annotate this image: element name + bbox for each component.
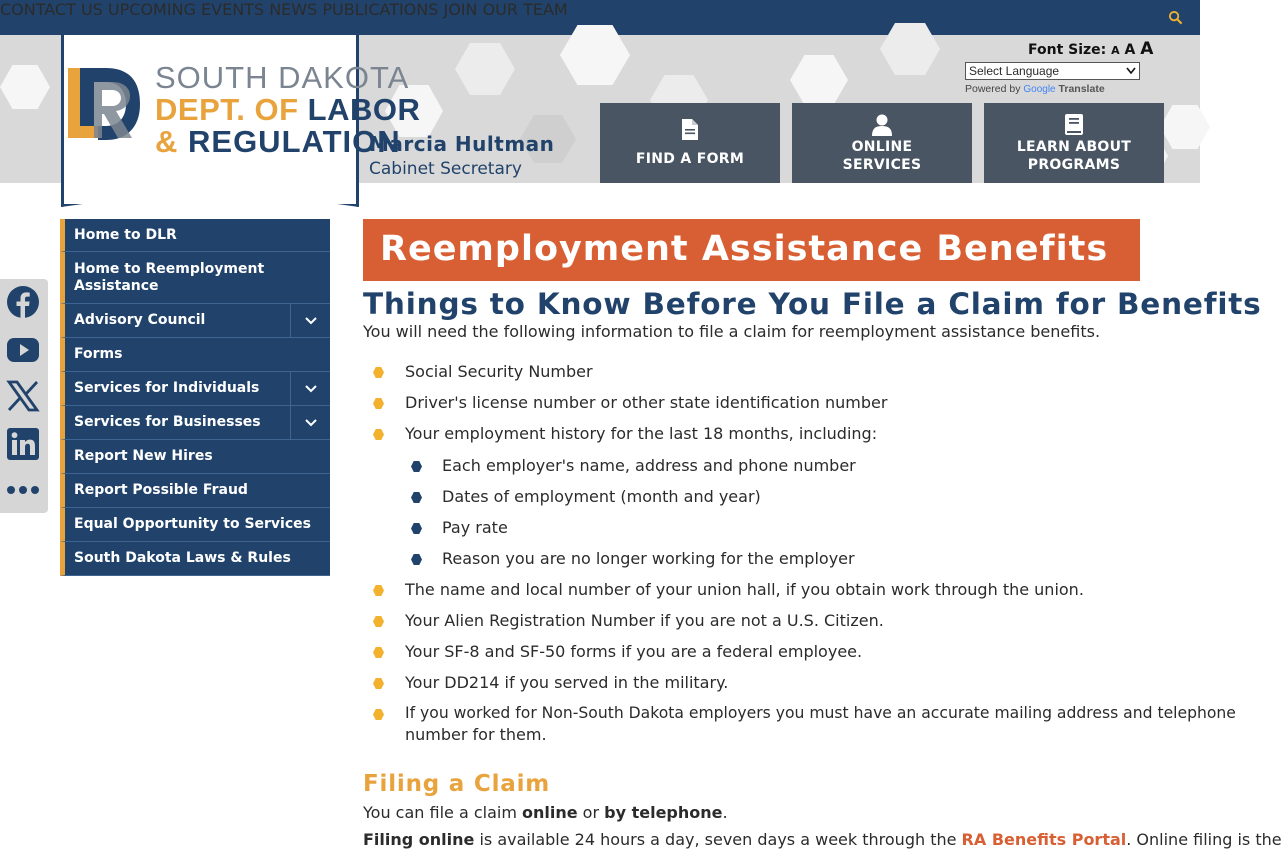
font-size-medium[interactable]: A bbox=[1124, 42, 1136, 58]
translate-link[interactable]: Translate bbox=[1058, 83, 1105, 95]
font-size-large[interactable]: A bbox=[1140, 39, 1154, 59]
page-banner bbox=[363, 219, 1140, 281]
sidebar-item-label: South Dakota Laws & Rules bbox=[74, 550, 291, 566]
section-heading: Things to Know Before You File a Claim for Benefits bbox=[363, 287, 1262, 321]
nav-upcoming-events[interactable]: UPCOMING EVENTS bbox=[107, 0, 265, 19]
filing-heading: Filing a Claim bbox=[363, 771, 551, 797]
sidebar-item-label: Forms bbox=[74, 346, 123, 362]
linkedin-icon[interactable] bbox=[6, 427, 40, 461]
social-share-bar bbox=[0, 279, 48, 513]
bullet-icon bbox=[373, 616, 384, 627]
bullet-icon bbox=[373, 398, 384, 409]
bullet-icon bbox=[373, 678, 384, 689]
ra-benefits-portal-link[interactable]: RA Benefits Portal bbox=[961, 830, 1127, 849]
book-icon bbox=[1065, 114, 1083, 135]
sidebar-item-label: Advisory Council bbox=[74, 312, 206, 328]
bullet-icon bbox=[411, 461, 422, 472]
intro-text: You will need the following information to file a claim for reemployment assistance benefits. bbox=[363, 322, 1101, 341]
sidebar-toggle-services-businesses[interactable] bbox=[290, 406, 330, 439]
list-item-sub: Dates of employment (month and year) bbox=[442, 487, 761, 506]
list-item: Driver's license number or other state identification number bbox=[405, 393, 888, 412]
nav-publications[interactable]: PUBLICATIONS bbox=[322, 0, 439, 19]
sidebar-nav bbox=[60, 219, 330, 576]
logo-line-1: SOUTH DAKOTA bbox=[155, 60, 410, 95]
chevron-down-icon bbox=[305, 317, 317, 325]
secretary-title: Cabinet Secretary bbox=[369, 159, 522, 179]
sidebar-item-sd-laws-rules[interactable] bbox=[60, 542, 330, 576]
sidebar-item-advisory-council[interactable] bbox=[60, 304, 330, 338]
chevron-down-icon bbox=[305, 385, 317, 393]
find-a-form-button[interactable] bbox=[600, 103, 780, 183]
font-size-small[interactable]: A bbox=[1111, 44, 1120, 57]
search-icon[interactable] bbox=[1168, 10, 1183, 25]
online-services-label-1: ONLINE bbox=[851, 139, 913, 155]
document-icon bbox=[682, 119, 698, 140]
list-item-continuation: number for them. bbox=[405, 725, 547, 744]
sidebar-item-home-to-reemployment[interactable] bbox=[60, 252, 330, 304]
bullet-icon bbox=[373, 367, 384, 378]
sidebar-item-label: Home to Reemployment Assistance bbox=[74, 260, 265, 294]
sidebar-item-label: Report New Hires bbox=[74, 448, 213, 464]
sidebar-item-label: Services for Individuals bbox=[74, 380, 260, 396]
page-title: Reemployment Assistance Benefits bbox=[380, 229, 1109, 269]
online-services-button[interactable] bbox=[792, 103, 972, 183]
logo-line-3: & REGULATION bbox=[155, 124, 401, 159]
facebook-icon[interactable] bbox=[6, 285, 40, 319]
secretary-block bbox=[369, 132, 554, 179]
more-icon[interactable] bbox=[6, 473, 40, 507]
sidebar-item-report-new-hires[interactable] bbox=[60, 440, 330, 474]
sidebar-item-label: Report Possible Fraud bbox=[74, 482, 248, 498]
list-item-sub: Reason you are no longer working for the employer bbox=[442, 549, 855, 568]
bullet-icon bbox=[411, 523, 422, 534]
chevron-down-icon bbox=[1126, 67, 1136, 75]
sidebar-item-label: Equal Opportunity to Services bbox=[74, 516, 311, 532]
dlr-logo-mark bbox=[66, 64, 146, 152]
secretary-name: Marcia Hultman bbox=[369, 132, 555, 156]
bullet-icon bbox=[373, 585, 384, 596]
sidebar-item-services-for-individuals[interactable] bbox=[60, 372, 330, 406]
bullet-icon bbox=[373, 709, 384, 720]
find-a-form-label: FIND A FORM bbox=[635, 151, 745, 167]
sidebar-item-forms[interactable] bbox=[60, 338, 330, 372]
list-item-sub: Each employer's name, address and phone number bbox=[442, 456, 856, 475]
font-size-label: Font Size: bbox=[1028, 42, 1107, 58]
learn-about-label-1: LEARN ABOUT bbox=[1016, 139, 1132, 155]
sidebar-item-equal-opportunity[interactable] bbox=[60, 508, 330, 542]
powered-by-google: Powered by Google Translate bbox=[965, 83, 1105, 95]
language-select[interactable] bbox=[965, 62, 1140, 80]
bullet-icon bbox=[411, 554, 422, 565]
sidebar-item-services-for-businesses[interactable] bbox=[60, 406, 330, 440]
sidebar-item-report-possible-fraud[interactable] bbox=[60, 474, 330, 508]
chevron-down-icon bbox=[305, 419, 317, 427]
list-item: Your SF-8 and SF-50 forms if you are a federal employee. bbox=[405, 642, 863, 661]
bullet-icon bbox=[411, 492, 422, 503]
list-item: Social Security Number bbox=[405, 362, 593, 381]
sidebar-toggle-services-individuals[interactable] bbox=[290, 372, 330, 405]
bullet-icon bbox=[373, 647, 384, 658]
list-item-sub: Pay rate bbox=[442, 518, 508, 537]
font-size-control bbox=[1028, 39, 1153, 59]
sidebar-toggle-advisory-council[interactable] bbox=[290, 304, 330, 337]
sidebar-item-label: Home to DLR bbox=[74, 226, 177, 243]
list-item: The name and local number of your union hall, if you obtain work through the union. bbox=[405, 580, 1084, 599]
google-logo: Google bbox=[1023, 84, 1056, 95]
logo-line-2: DEPT. OF LABOR bbox=[155, 92, 421, 127]
list-item: Your Alien Registration Number if you are not a U.S. Citizen. bbox=[405, 611, 884, 630]
learn-about-label-2: PROGRAMS bbox=[1027, 157, 1121, 173]
x-icon[interactable] bbox=[6, 379, 40, 413]
person-icon bbox=[872, 114, 892, 136]
online-services-label-2: SERVICES bbox=[842, 157, 922, 173]
list-item: Your DD214 if you served in the military. bbox=[405, 673, 729, 692]
nav-news[interactable]: NEWS bbox=[269, 0, 318, 19]
list-item: If you worked for Non-South Dakota employers you must have an accurate mailing address and telephone bbox=[405, 704, 1236, 722]
list-item: Your employment history for the last 18 months, including: bbox=[405, 424, 878, 443]
sidebar-item-home-to-dlr[interactable] bbox=[60, 219, 330, 252]
nav-join-our-team[interactable]: JOIN OUR TEAM bbox=[443, 0, 568, 19]
filing-paragraph-2: Filing online is available 24 hours a day, seven days a week through the RA Benefits Portal. Online filing is the bbox=[363, 830, 1282, 849]
bullet-icon bbox=[373, 429, 384, 440]
sidebar-item-label: Services for Businesses bbox=[74, 414, 261, 430]
youtube-icon[interactable] bbox=[6, 333, 40, 367]
learn-about-programs-button[interactable] bbox=[984, 103, 1164, 183]
nav-contact-us[interactable]: CONTACT US bbox=[0, 0, 103, 19]
filing-paragraph-1: You can file a claim online or by telephone. bbox=[363, 803, 728, 822]
language-select-value: Select Language bbox=[969, 64, 1060, 78]
